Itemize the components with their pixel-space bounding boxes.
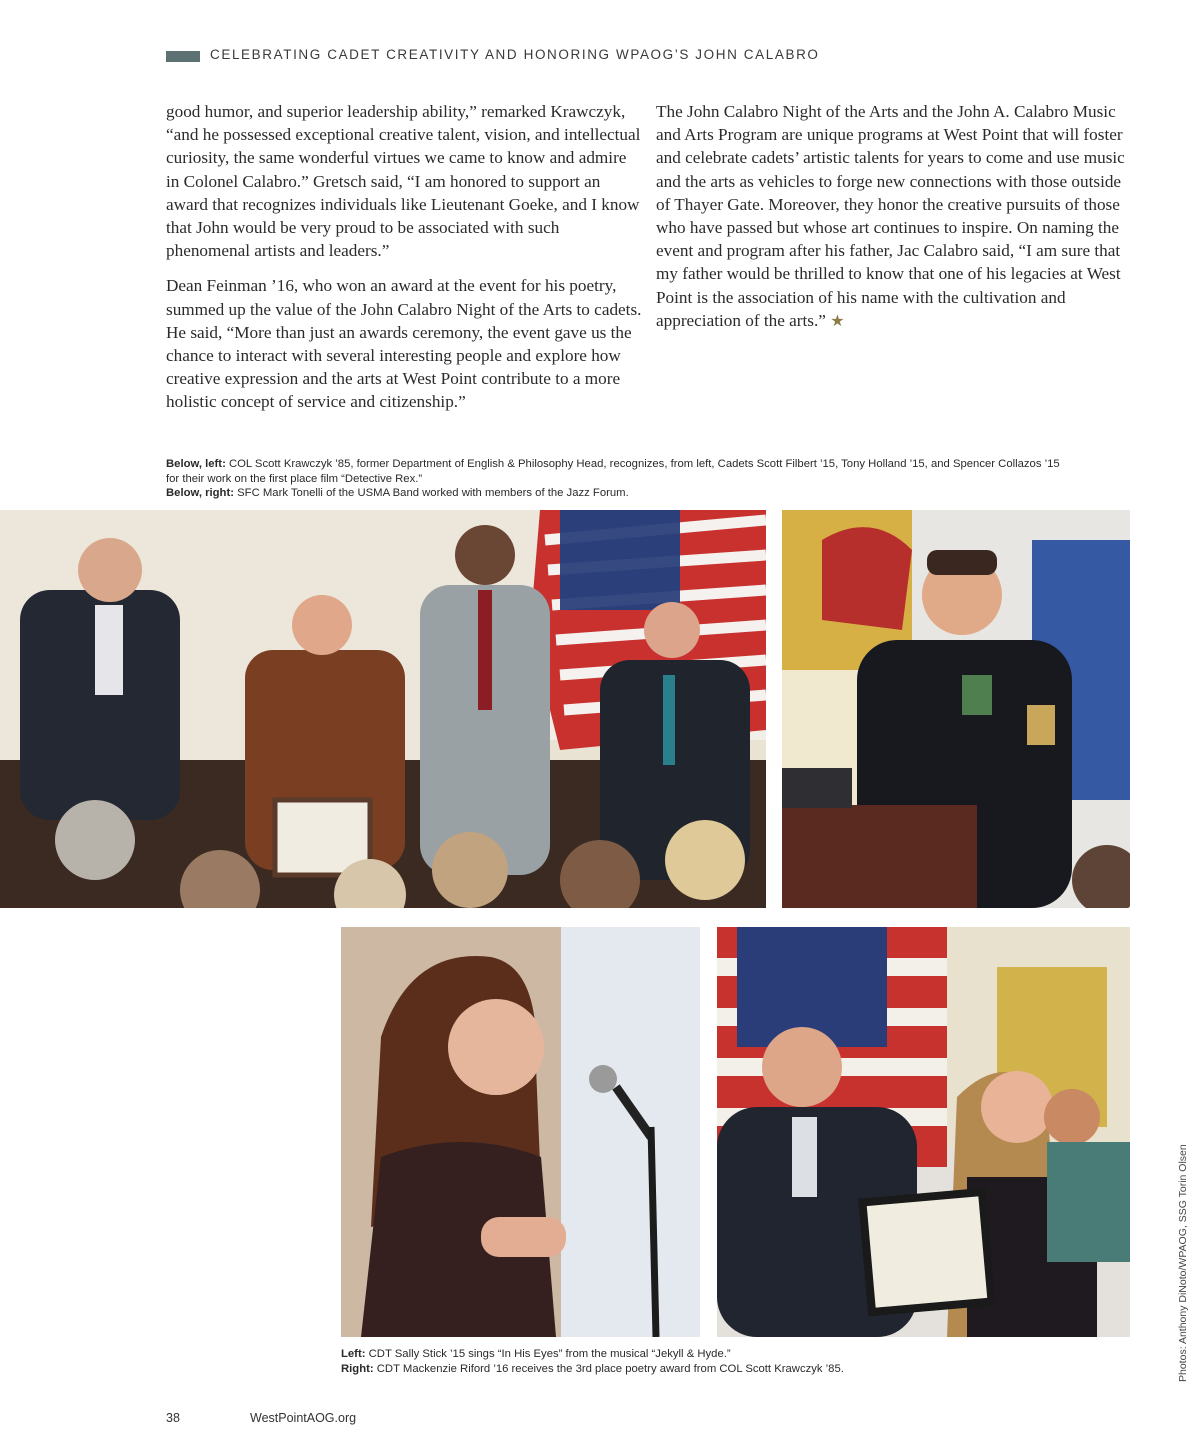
photo-award-presentation [0,510,766,908]
site-url: WestPointAOG.org [250,1411,357,1425]
header-accent-bar [166,51,200,62]
article-paragraph: good humor, and superior leadership ability,” remarked Krawczyk, “and he possessed exceptional creative talent, vision, and intellectual curiosity, the same wonderful virtues we came to know and admire in Colonel Calabro.” Gretsch said, “I am honored to support an award that recognizes individuals like Lieutenant Goeke, and I know that John would be very proud to be associated with such phenomenal artists and leaders.” [166,102,641,261]
section-header: CELEBRATING CADET CREATIVITY AND HONORING WPAOG’S JOHN CALABRO [210,47,820,62]
photo-singer-microphone [341,927,700,1337]
article-paragraph-text: The John Calabro Night of the Arts and the John A. Calabro Music and Arts Program are unique programs at West Point that will foster and celebrate cadets’ artistic talents for years to come and use music and the arts as vehicles to forge new connections with those outside of Thayer Gate. Moreover, they honor the creative pursuits of those who have passed but whose art continues to inspire. On naming the event and program after his father, Jac Calabro said, “I am sure that my father would be thrilled to know that one of his legacies at West Point is the association of his name with the cultivation and appreciation of the arts.” [656,102,1125,330]
photo-credit: Photos: Anthony DiNoto/WPAOG, SSG Torin Olsen [1177,1144,1189,1382]
caption-label: Below, left: [166,458,226,470]
photo-poetry-award [717,927,1130,1337]
article-column-right [656,100,1134,345]
photo-band-member-podium [782,510,1130,908]
article-paragraph: Dean Feinman ’16, who won an award at the event for his poetry, summed up the value of the John Calabro Night of the Arts to cadets. He said, “More than just an awards ceremony, the event gave us the chance to interact with several interesting people and explore how creative expression and the arts at West Point contribute to a more holistic concept of service and citizenship.” [166,276,642,412]
caption-text: CDT Mackenzie Riford ’16 receives the 3rd place poetry award from COL Scott Krawczyk ’85. [376,1362,844,1375]
caption-label: Right: [341,1362,374,1375]
caption-text: COL Scott Krawczyk ’85, former Department of English & Philosophy Head, recognizes, from left, Cadets Scott Filbert ’15, Tony Holland ’15, and Spencer Collazos ’15 for their work on the first place film “Detective Rex.” [166,458,1060,485]
photo-caption-top [166,457,1066,501]
article-column-left [166,100,642,426]
photo-caption-bottom [341,1347,1121,1376]
caption-text: SFC Mark Tonelli of the USMA Band worked with members of the Jazz Forum. [237,487,629,499]
caption-text: CDT Sally Stick ’15 sings “In His Eyes” from the musical “Jekyll & Hyde.” [368,1348,731,1360]
caption-label: Below, right: [166,487,234,499]
caption-label: Left: [341,1348,366,1360]
page-number: 38 [166,1411,180,1425]
article-paragraph [656,100,1134,333]
star-icon: ★ [830,312,845,330]
